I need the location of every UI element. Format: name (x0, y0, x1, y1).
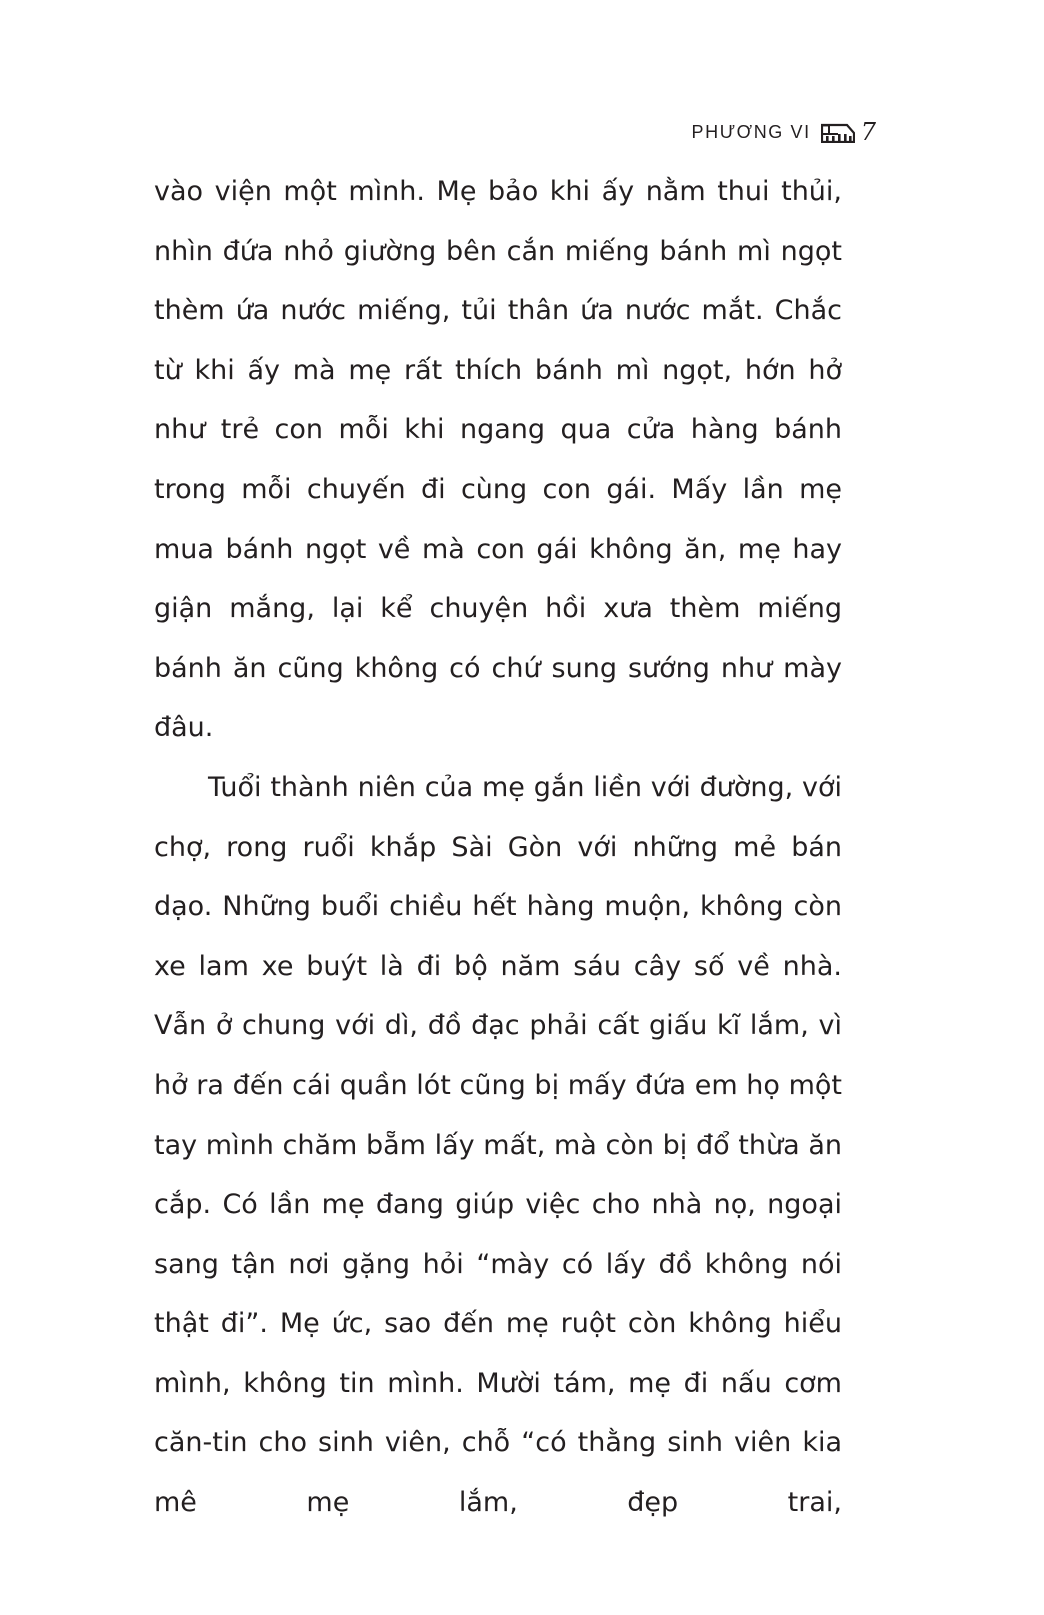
running-head-author: PHƯƠNG VI (691, 121, 811, 142)
paragraph: Tuổi thành niên của mẹ gắn liền với đường, với chợ, rong ruổi khắp Sài Gòn với những mẻ bán dạo. Những buổi chiều hết hàng muộn, không còn xe lam xe buýt là đi bộ năm sáu cây số về nhà. Vẫn ở chung với dì, đồ đạc phải cất giấu kĩ lắm, vì hở ra đến cái quần lót cũng bị mấy đứa em họ một tay mình chăm bẵm lấy mất, mà còn bị đổ thừa ăn cắp. Có lần mẹ đang giúp việc cho nhà nọ, ngoại sang tận nơi gặng hỏi “mày có lấy đồ không nói thật đi”. Mẹ ức, sao đến mẹ ruột còn không hiểu mình, không tin mình. Mười tám, mẹ đi nấu cơm căn-tin cho sinh viên, chỗ “có thằng sinh viên kia mê mẹ lắm, đẹp trai, (154, 771, 842, 1519)
page-header (692, 118, 877, 146)
paragraph: vào viện một mình. Mẹ bảo khi ấy nằm thui thủi, nhìn đứa nhỏ giường bên cắn miếng bánh mì ngọt thèm ứa nước miếng, tủi thân ứa nước mắt. Chắc từ khi ấy mà mẹ rất thích bánh mì ngọt, hớn hở như trẻ con mỗi khi ngang qua cửa hàng bánh trong mỗi chuyến đi cùng con gái. Mấy lần mẹ mua bánh ngọt về mà con gái không ăn, mẹ hay giận mắng, lại kể chuyện hồi xưa thèm miếng bánh ăn cũng không có chứ sung sướng như mày đâu. (154, 176, 842, 744)
house-icon (821, 121, 855, 143)
page-number: 7 (860, 118, 876, 146)
body-text (154, 162, 842, 1533)
